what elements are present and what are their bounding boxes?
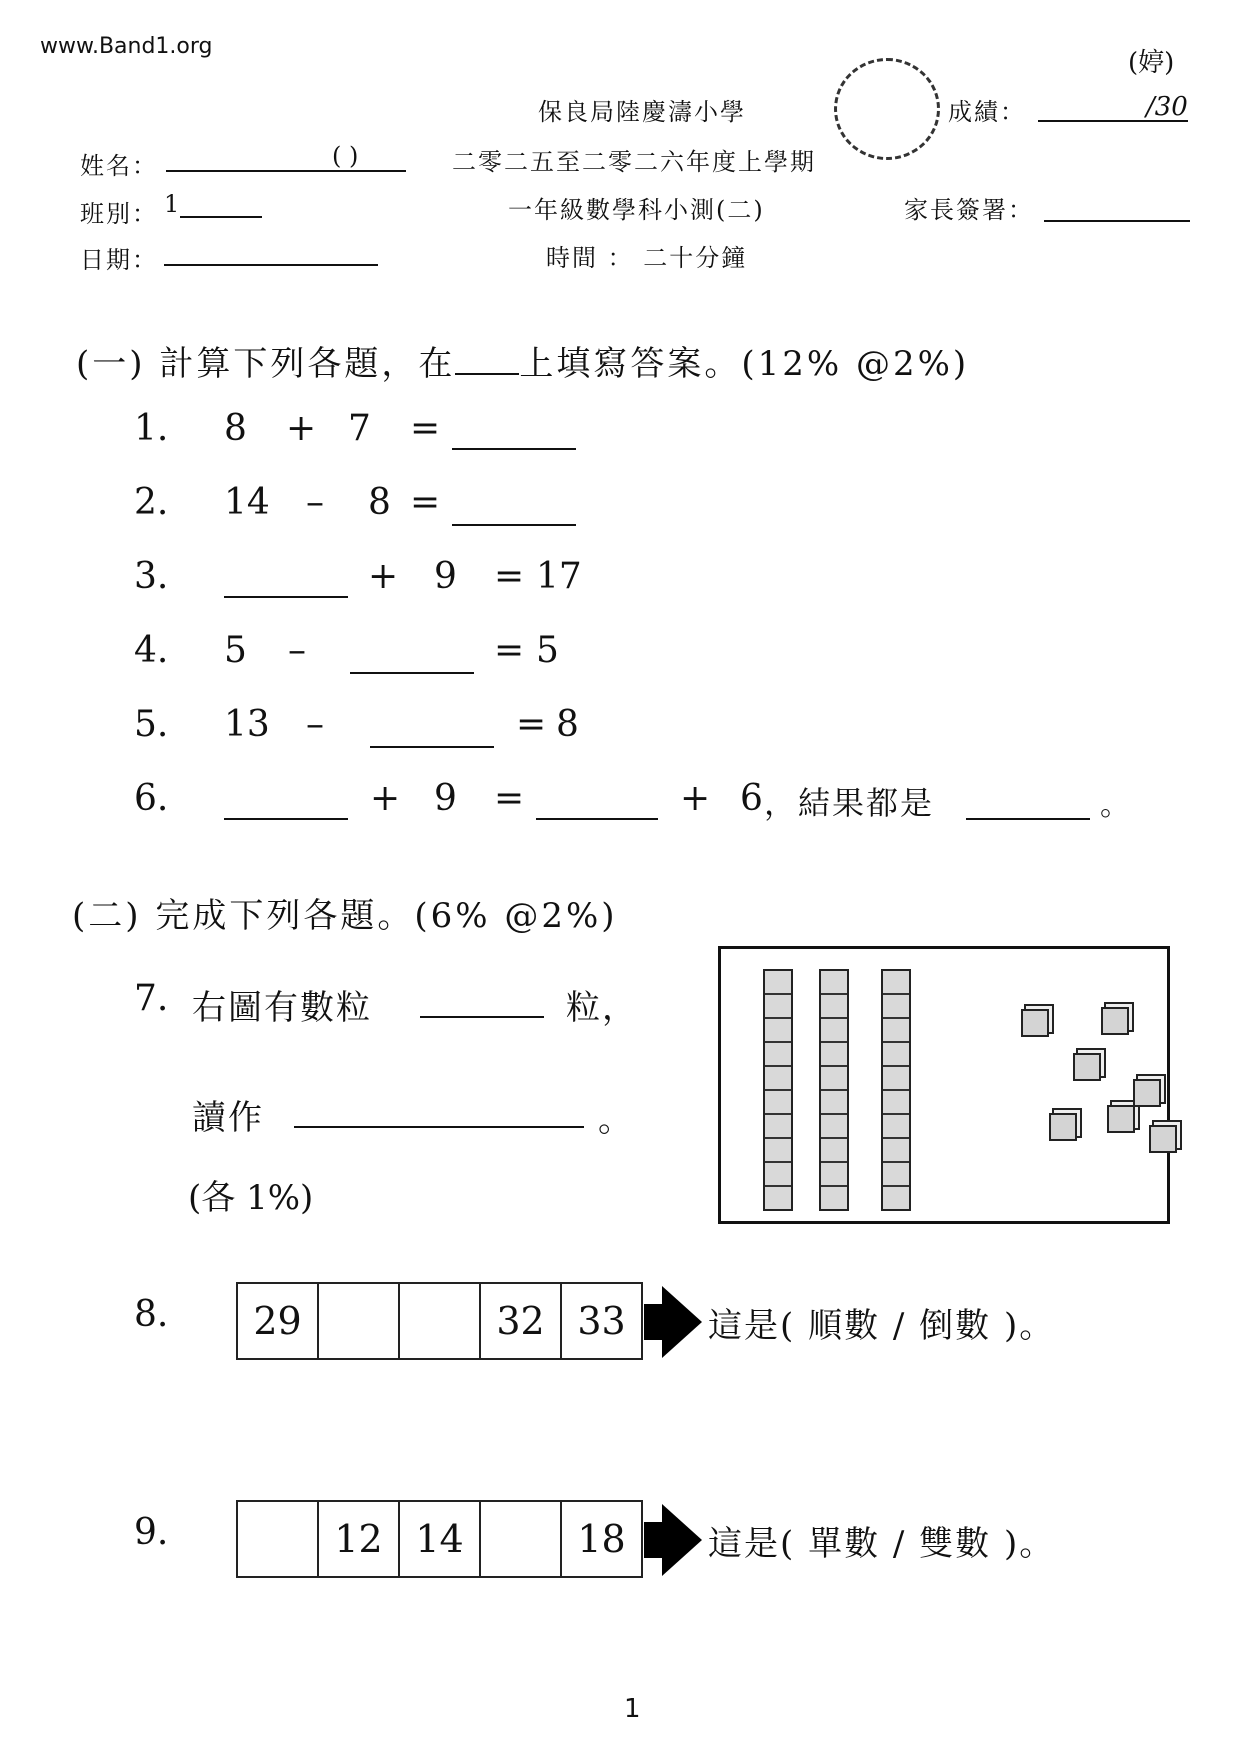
- q9-arrow-stem: [644, 1522, 664, 1558]
- corner-mark: (婷): [1128, 48, 1175, 78]
- unit-cube: [1133, 1079, 1161, 1107]
- q1-a: 8: [224, 408, 247, 449]
- q7-count-blank[interactable]: [420, 1016, 544, 1018]
- class-value: 1: [164, 190, 180, 218]
- q5-a: 13: [224, 704, 270, 745]
- q8-choice-text[interactable]: 這是( 順數 / 倒數 )。: [708, 1306, 1056, 1346]
- q1-eq: =: [410, 408, 441, 449]
- q5-answer-blank[interactable]: [370, 746, 494, 748]
- q4-op: –: [288, 630, 306, 671]
- tens-rod: [881, 969, 911, 1211]
- q8-cell: 33: [561, 1283, 642, 1359]
- parent-signature-field[interactable]: [1044, 220, 1190, 222]
- q4-answer-blank[interactable]: [350, 672, 474, 674]
- q9-cell: 14: [399, 1501, 480, 1577]
- q1-answer-blank[interactable]: [452, 448, 576, 450]
- q3-number: 3.: [134, 556, 169, 597]
- q8-sequence-table: [236, 1282, 643, 1360]
- q8-number: 8.: [134, 1294, 169, 1335]
- parent-signature-label: 家長簽署：: [904, 196, 1034, 224]
- q8-cell: 32: [480, 1283, 561, 1359]
- section1-title-part-a: (一) 計算下列各題，在: [76, 344, 456, 384]
- score-label: 成績：: [948, 98, 1026, 126]
- q6-tail: ，結果都是: [764, 784, 935, 822]
- q5-c: 8: [556, 704, 579, 745]
- q3-b: 9: [434, 556, 457, 597]
- q1-number: 1.: [134, 408, 169, 449]
- q1-b: 7: [348, 408, 371, 449]
- q8-cell-blank[interactable]: [318, 1283, 399, 1359]
- q8-arrow-stem: [644, 1304, 664, 1340]
- name-label: 姓名：: [80, 152, 158, 180]
- q7-text: 右圖有數粒: [192, 988, 372, 1028]
- q9-cell: 18: [561, 1501, 642, 1577]
- q7-read-label: 讀作: [192, 1098, 264, 1138]
- q6-answer-blank-3[interactable]: [966, 818, 1090, 820]
- q2-eq: =: [410, 482, 441, 523]
- q4-eq: =: [494, 630, 525, 671]
- q2-answer-blank[interactable]: [452, 524, 576, 526]
- q9-cell-blank[interactable]: [480, 1501, 561, 1577]
- unit-cube[interactable]: [1101, 1007, 1129, 1035]
- q6-op2: +: [680, 778, 711, 819]
- unit-cube: [1021, 1009, 1049, 1037]
- q9-sequence-table: [236, 1500, 643, 1578]
- q6-d: 6: [740, 778, 763, 819]
- q4-c: 5: [536, 630, 559, 671]
- q6-end: 。: [1100, 788, 1130, 823]
- q7-marks: (各 1%): [188, 1178, 314, 1218]
- tens-rod: [763, 969, 793, 1211]
- school-name: 保良局陸慶濤小學: [538, 98, 746, 126]
- q2-number: 2.: [134, 482, 169, 523]
- q9-number: 9.: [134, 1512, 169, 1553]
- unit-cube: [1107, 1105, 1135, 1133]
- date-label: 日期：: [80, 246, 158, 274]
- unit-cube: [1073, 1053, 1101, 1081]
- q5-eq: =: [516, 704, 547, 745]
- q4-a: 5: [224, 630, 247, 671]
- q3-c: 17: [536, 556, 582, 597]
- q4-number: 4.: [134, 630, 169, 671]
- term-title: 二零二五至二零二六年度上學期: [452, 148, 816, 176]
- class-number-paren: ( ): [332, 142, 359, 170]
- test-title: 一年級數學科小測(二): [508, 196, 765, 224]
- page-number: 1: [624, 1694, 641, 1724]
- q7-number: 7.: [134, 978, 169, 1019]
- section2-title: (二) 完成下列各題。(6% @2%): [72, 896, 618, 936]
- q1-op: +: [286, 408, 317, 449]
- name-field[interactable]: [166, 170, 406, 172]
- date-field[interactable]: [164, 264, 378, 266]
- q7-read-blank[interactable]: [294, 1126, 584, 1128]
- section1-title: [76, 336, 969, 385]
- q9-arrow-icon: [662, 1504, 702, 1576]
- q6-answer-blank-1[interactable]: [224, 818, 348, 820]
- q6-op: +: [370, 778, 401, 819]
- stamp-icon: [834, 58, 940, 160]
- site-watermark: www.Band1.org: [40, 34, 213, 59]
- q8-cell-blank[interactable]: [399, 1283, 480, 1359]
- blocks-picture: [718, 946, 1170, 1224]
- q7-unit: 粒，: [566, 988, 638, 1028]
- q2-a: 14: [224, 482, 270, 523]
- q9-cell-blank[interactable]: [237, 1501, 318, 1577]
- class-field[interactable]: [180, 216, 262, 218]
- q2-b: 8: [368, 482, 391, 523]
- q3-eq: =: [494, 556, 525, 597]
- section1-title-part-b: 上填寫答案。(12% @2%): [519, 344, 970, 384]
- q5-op: –: [306, 704, 324, 745]
- time-label: 時間 ： 二十分鐘: [546, 244, 748, 272]
- q2-op: –: [306, 482, 324, 523]
- class-label: 班別：: [80, 200, 158, 228]
- q6-answer-blank-2[interactable]: [536, 818, 658, 820]
- unit-cube: [1149, 1125, 1177, 1153]
- q8-arrow-icon: [662, 1286, 702, 1358]
- q6-number: 6.: [134, 778, 169, 819]
- q9-choice-text[interactable]: 這是( 單數 / 雙數 )。: [708, 1524, 1056, 1564]
- section1-title-blank: [455, 373, 519, 375]
- q6-eq: =: [494, 778, 525, 819]
- q9-cell: 12: [318, 1501, 399, 1577]
- q3-answer-blank[interactable]: [224, 596, 348, 598]
- q7-end: 。: [598, 1100, 634, 1140]
- unit-cube: [1049, 1113, 1077, 1141]
- q3-op: +: [368, 556, 399, 597]
- q5-number: 5.: [134, 704, 169, 745]
- tens-rod: [819, 969, 849, 1211]
- q8-cell: 29: [237, 1283, 318, 1359]
- score-total: /30: [1146, 92, 1188, 122]
- q6-b: 9: [434, 778, 457, 819]
